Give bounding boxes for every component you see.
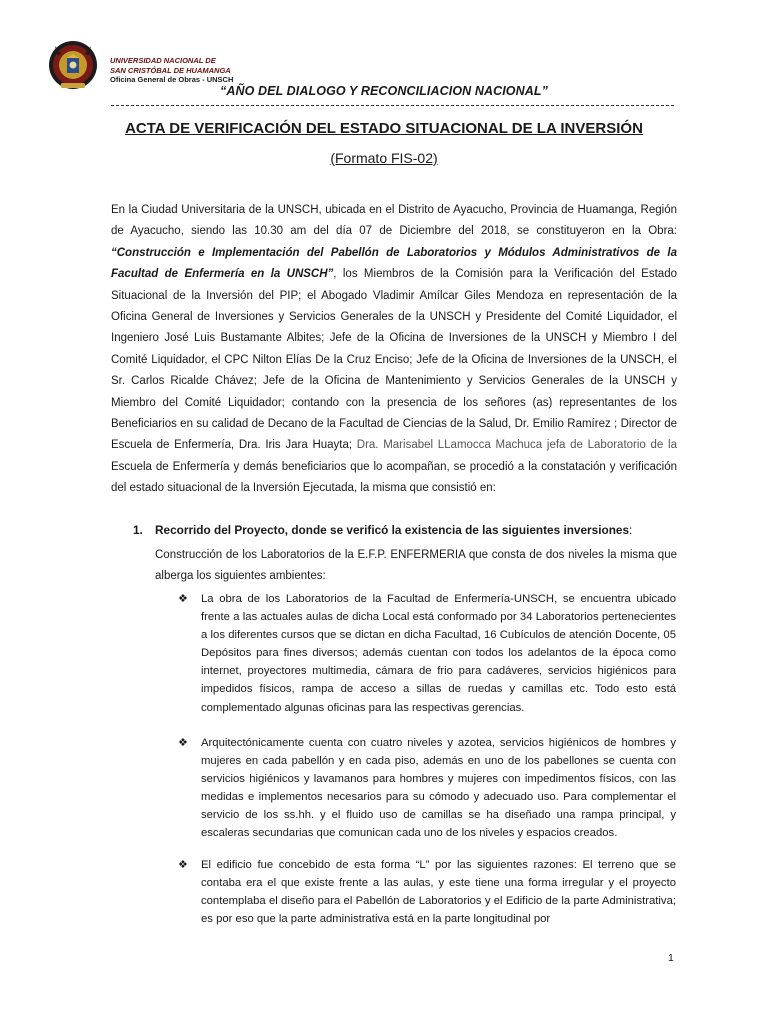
document-title: ACTA DE VERIFICACIÓN DEL ESTADO SITUACIONAL DE LA INVERSIÓN — [125, 120, 643, 137]
year-motto: “AÑO DEL DIALOGO Y RECONCILIACION NACIONAL” — [220, 84, 548, 98]
intro-text-part4: Escuela de Enfermería y demás beneficiarios que lo acompañan, se procedió a la constatación y verificación del estado situacional de la Inversión Ejecutada, la misma que consistió en: — [111, 460, 677, 495]
diamond-bullet-icon: ❖ — [178, 593, 188, 605]
section-heading-colon: : — [629, 523, 633, 537]
page-number: 1 — [668, 952, 674, 964]
bullet-item — [178, 590, 676, 717]
bullet-text: La obra de los Laboratorios de la Facultad de Enfermería-UNSCH, se encuentra ubicado frente a las actuales aulas de dicha Local está conformado por 34 Laboratorios pertenecientes a los diferentes cursos que se dictan en dicha Facultad, 16 Cubículos de atención Docente, 05 Depósitos para fines diversos; además cuentan con todos los adelantos de la época como internet, proyectores multimedia, cámara de frio para cadáveres, servicios higiénicos para impedidos físicos, rampa de acceso a sillas de ruedas y camillas etc. Todo esto está complementado algunas oficinas para las respectivas gerencias. — [201, 593, 676, 714]
university-name-line2: SAN CRISTÓBAL DE HUAMANGA — [110, 65, 231, 75]
office-name: Oficina General de Obras - UNSCH — [110, 75, 234, 84]
organization-block — [110, 56, 233, 85]
diamond-bullet-icon: ❖ — [178, 737, 188, 749]
project-name: “Construcción e Implementación del Pabellón de Laboratorios y Módulos Administrativos de la Facultad de Enfermería en la UNSCH” — [111, 246, 677, 281]
intro-text-highlighted: Dra. Marisabel LLamocca Machuca jefa de Laboratorio de la — [356, 439, 677, 452]
section-1-body: Construcción de los Laboratorios de la E.F.P. ENFERMERIA que consta de dos niveles la misma que alberga los siguientes ambientes: — [155, 549, 677, 582]
bullet-item — [178, 734, 676, 843]
bullet-text: Arquitectónicamente cuenta con cuatro niveles y azotea, servicios higiénicos de hombres y mujeres en cada pabellón y en cada piso, además en uno de los pabellones se cuenta con servicios higiénicos y lavamanos para hombres y mujeres con impedimentos físicos, con las medidas e implementos necesarios para su cómodo y adecuado uso. Para complementar el servicio de los ss.hh. y el fluido uso de camillas se ha diseñado una rampa principal, y escaleras secundarias que comunican cada uno de los niveles y espacios creados. — [201, 737, 676, 840]
dashed-divider — [111, 105, 674, 106]
document-subtitle: (Formato FIS-02) — [330, 150, 438, 166]
section-number: 1. — [133, 523, 143, 537]
section-heading-text: Recorrido del Proyecto, donde se verificó la existencia de las siguientes inversiones — [155, 523, 630, 537]
intro-text-part2: , los Miembros de la Comisión para la Verificación del Estado Situacional de la Inversión del PIP; el Abogado Vladimir Amílcar Giles Mendoza en representación de la Oficina General de Inversiones y Servicios Generales de la UNSCH y Presidente del Comité Liquidador, el Ingeniero José Luis Bustamante Albites; Jefe de la Oficina de Inversiones de la UNSCH y Miembro I del Comité Liquidador, el CPC Nilton Elías De la Cruz Enciso; Jefe de la Oficina de Inversiones de la UNSCH, el Sr. Carlos Ricalde Chávez; Jefe de la Oficina de Mantenimiento y Servicios Generales de la UNSCH y Miembro del Comité Liquidador; contando con la presencia de los señores (as) representantes de los Beneficiarios en su calidad de Decano de la Facultad de Ciencias de la Salud, Dr. Emilio Ramírez ; Director de Escuela de Enfermería, Dra. Iris Jara Huayta; — [111, 268, 677, 452]
section-1-heading — [133, 521, 677, 539]
university-name-line1: UNIVERSIDAD NACIONAL DE — [110, 56, 216, 65]
university-seal-logo — [47, 38, 99, 90]
intro-paragraph — [111, 200, 677, 500]
bullet-item — [178, 856, 676, 928]
bullet-text: El edificio fue concebido de esta forma “L” por las siguientes razones: El terreno que se contaba era el que existe frente a las aulas, y este tiene una forma irregular y el proyecto contemplaba el diseño para el Pabellón de Laboratorios y el Edificio de la parte Administrativa; es por eso que la parte administrativa está en la parte longitudinal por — [201, 859, 676, 926]
diamond-bullet-icon: ❖ — [178, 859, 188, 871]
intro-text-part1: En la Ciudad Universitaria de la UNSCH, ubicada en el Distrito de Ayacucho, Provincia de Huamanga, Región de Ayacucho, siendo las 10.30 am del día 07 de Diciembre del 2018, se constituyeron en la Obra: — [111, 204, 677, 238]
